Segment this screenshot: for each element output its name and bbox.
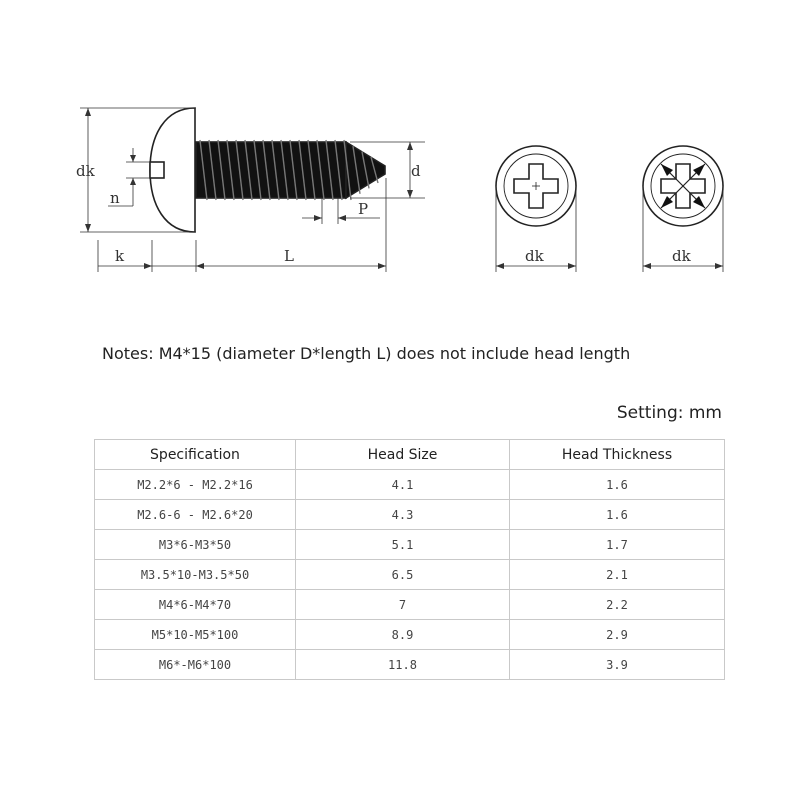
spec-table <box>94 439 725 680</box>
label-dk-front1: dk <box>525 247 544 265</box>
table-row <box>95 590 725 620</box>
cell-head-thickness: 2.9 <box>510 620 725 650</box>
label-d: d <box>411 162 421 180</box>
header-head-size: Head Size <box>296 440 510 470</box>
screw-shank <box>196 142 346 198</box>
label-n: n <box>110 189 120 207</box>
table-header-row <box>95 440 725 470</box>
cell-head-size: 5.1 <box>296 530 510 560</box>
table-row <box>95 620 725 650</box>
table-row <box>95 650 725 680</box>
cell-head-size: 4.1 <box>296 470 510 500</box>
cell-head-size: 8.9 <box>296 620 510 650</box>
screw-side-view <box>150 108 385 232</box>
cell-specification: M2.2*6 - M2.2*16 <box>95 470 296 500</box>
header-specification: Specification <box>95 440 296 470</box>
cell-specification: M3*6-M3*50 <box>95 530 296 560</box>
head-slot <box>150 162 164 178</box>
front-view-pozidriv <box>643 146 723 226</box>
label-L: L <box>284 247 294 265</box>
notes-text: Notes: M4*15 (diameter D*length L) does not include head length <box>102 344 631 363</box>
cell-head-size: 11.8 <box>296 650 510 680</box>
table-row <box>95 500 725 530</box>
unit-label: Setting: mm <box>616 403 722 423</box>
table-row <box>95 530 725 560</box>
front-view-phillips <box>496 146 576 226</box>
cell-specification: M3.5*10-M3.5*50 <box>95 560 296 590</box>
header-head-thickness: Head Thickness <box>510 440 725 470</box>
cell-head-thickness: 2.2 <box>510 590 725 620</box>
table-row <box>95 560 725 590</box>
cell-specification: M5*10-M5*100 <box>95 620 296 650</box>
table-row <box>95 470 725 500</box>
screw-diagram <box>0 0 800 300</box>
cell-specification: M6*-M6*100 <box>95 650 296 680</box>
cell-head-size: 6.5 <box>296 560 510 590</box>
cell-head-thickness: 2.1 <box>510 560 725 590</box>
label-dk-side: dk <box>76 162 95 180</box>
cell-head-thickness: 1.6 <box>510 500 725 530</box>
cell-head-thickness: 1.7 <box>510 530 725 560</box>
label-k: k <box>115 247 125 265</box>
cell-head-thickness: 3.9 <box>510 650 725 680</box>
cell-head-thickness: 1.6 <box>510 470 725 500</box>
cell-head-size: 4.3 <box>296 500 510 530</box>
label-dk-front2: dk <box>672 247 691 265</box>
cell-specification: M2.6-6 - M2.6*20 <box>95 500 296 530</box>
cell-head-size: 7 <box>296 590 510 620</box>
label-P: P <box>358 200 369 218</box>
cell-specification: M4*6-M4*70 <box>95 590 296 620</box>
